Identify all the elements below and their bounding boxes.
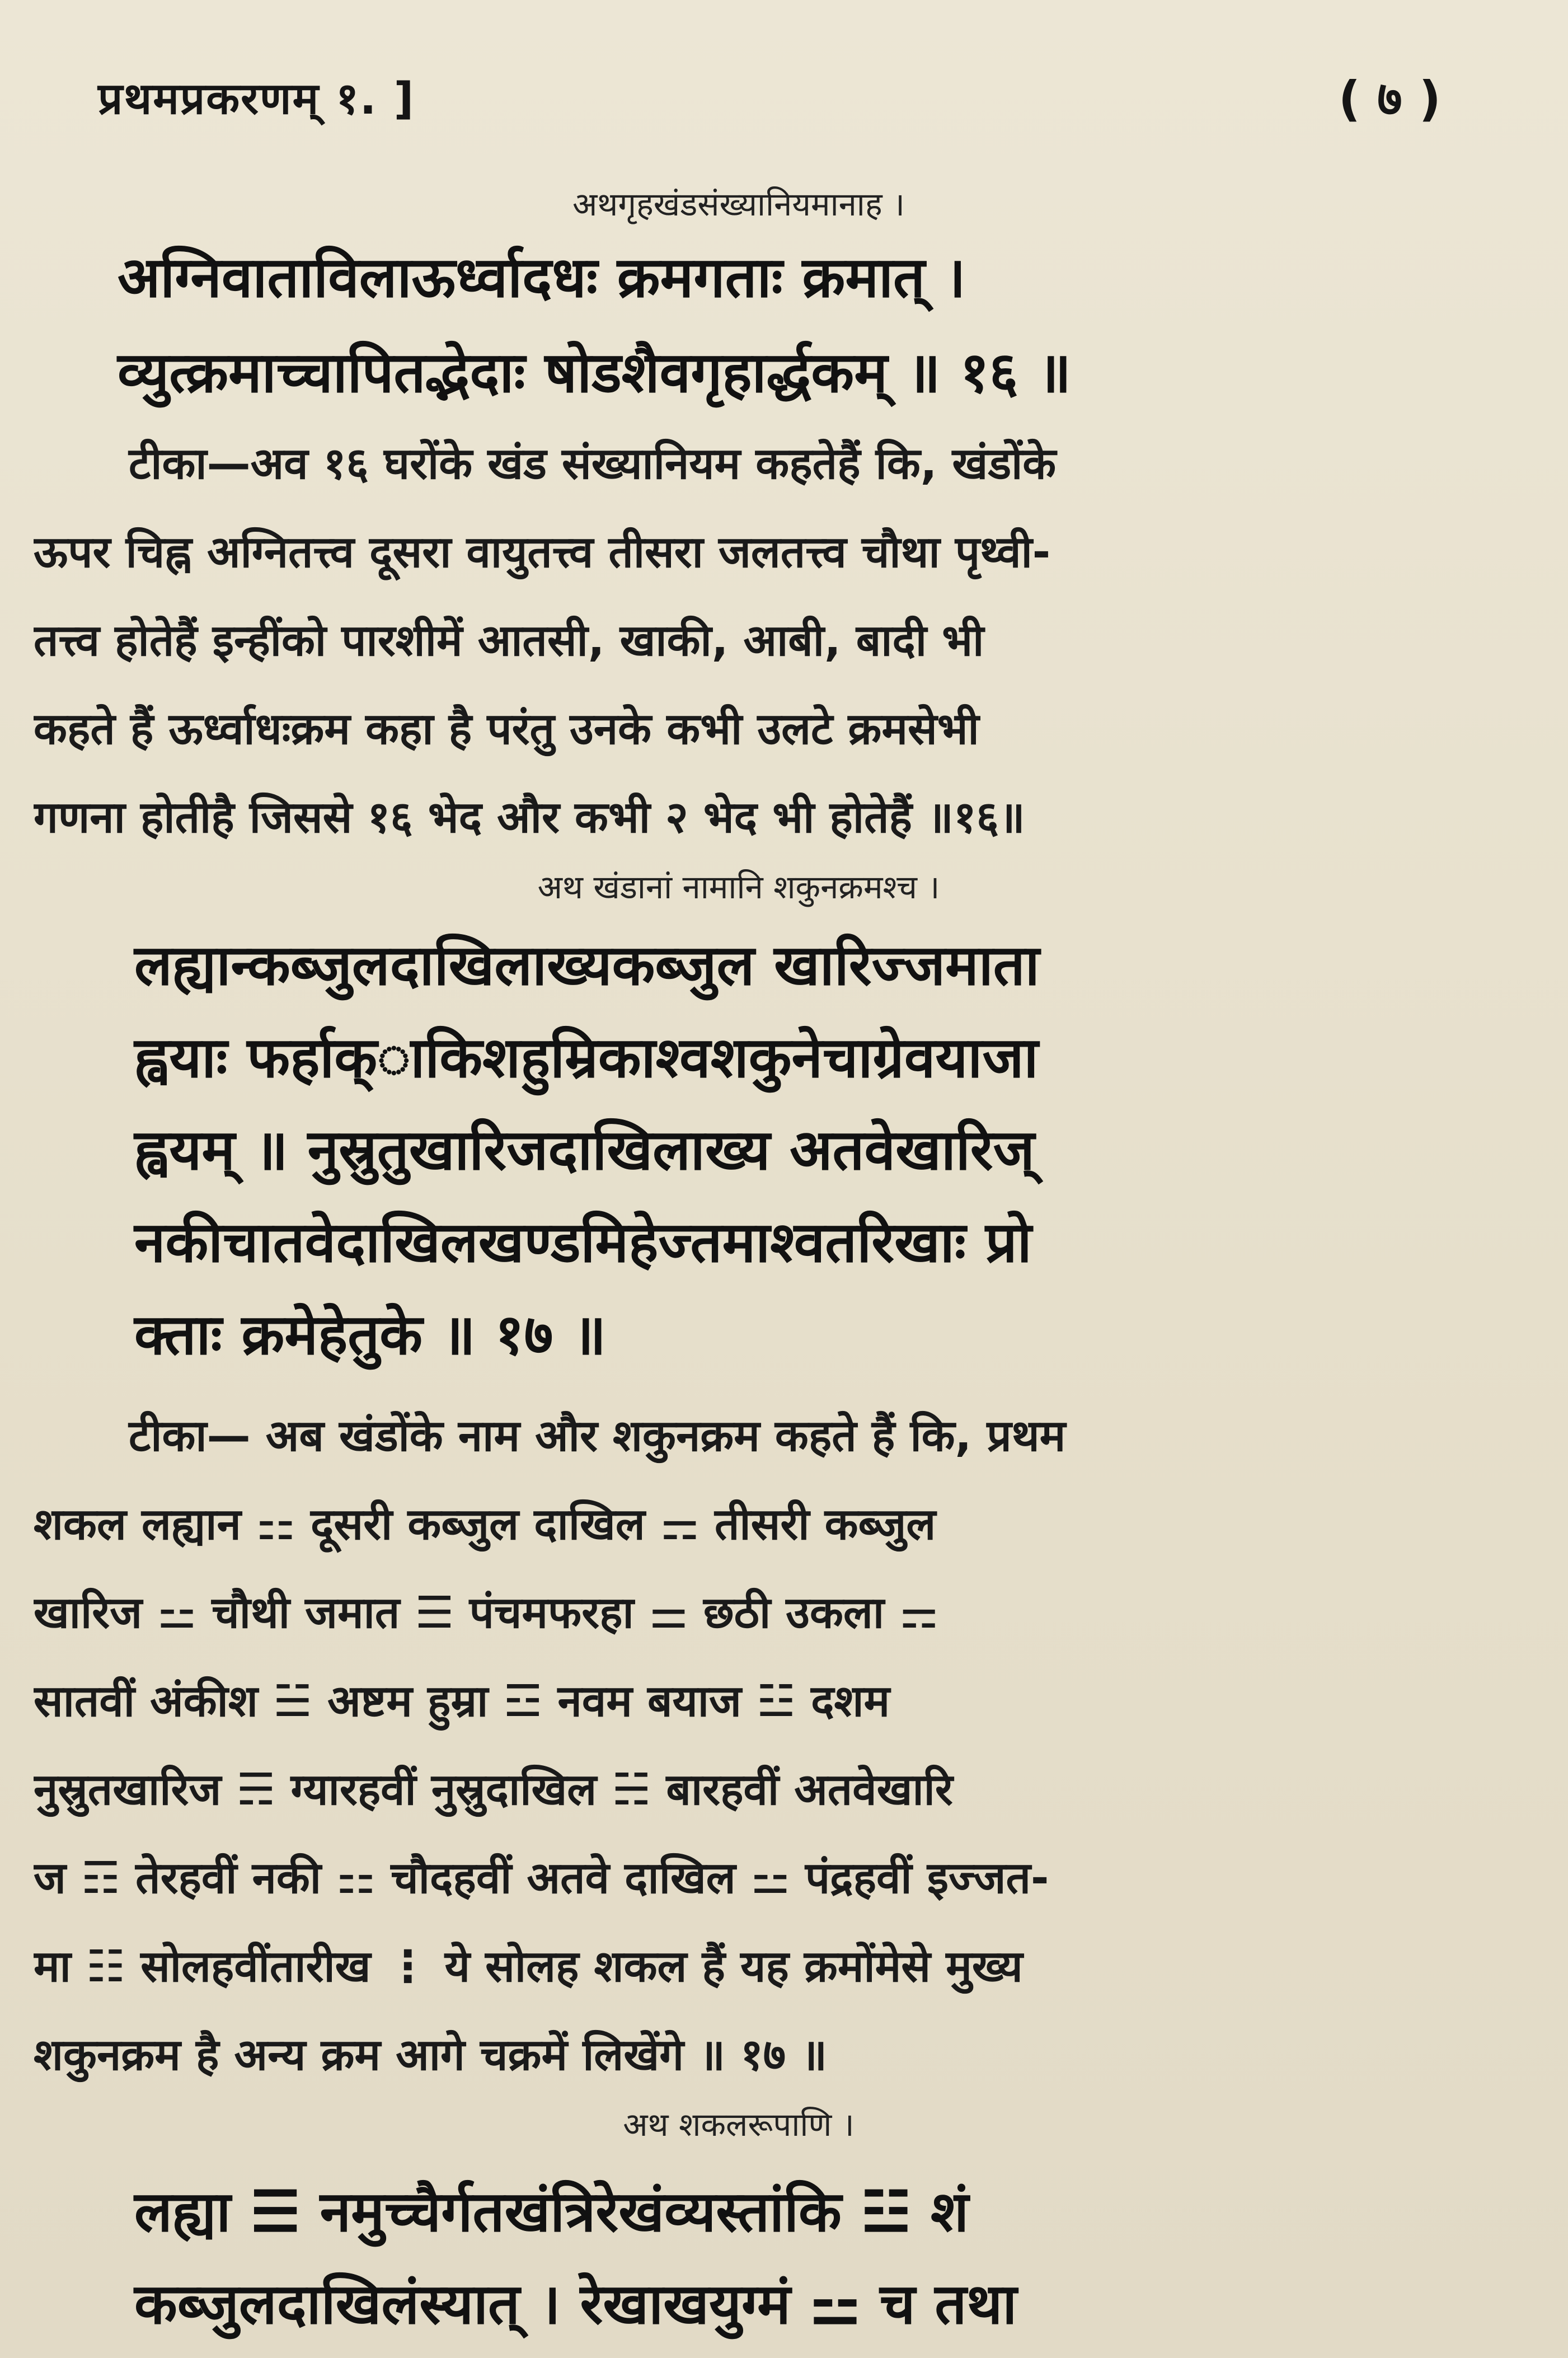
verse-line: लह्या ☰ नमुच्चैर्गतखंत्रिरेखंव्यस्तांकि ☳ शं bbox=[134, 2178, 969, 2244]
section-heading-figure-forms: अथ शकलरूपाणि । bbox=[623, 2106, 855, 2144]
commentary-line: तत्त्व होतेहैं इन्हींको पारशीमें आतसी, खाकी, आबी, बादी भी bbox=[34, 616, 984, 666]
commentary-17 bbox=[34, 1392, 1444, 2099]
commentary-line: कहते हैं ऊर्ध्वाधःक्रम कहा है परंतु उनके कभी उलटे क्रमसेभी bbox=[34, 704, 979, 754]
page-number: ( ७ ) bbox=[1338, 71, 1441, 127]
verse-line: कब्जुलदाखिलंस्यात् । रेखाखयुग्मं ⚍ च तथा bbox=[134, 2271, 1017, 2337]
verse-line: ह्वयम् ॥ नुस्रुतुखारिजदाखिलाख्य अतवेखारिज् bbox=[134, 1117, 1035, 1183]
verse-line: ह्वयाः फर्हाक्ाकिशहुम्रिकाश्वशकुनेचाग्रेवयाजा bbox=[134, 1024, 1039, 1090]
verse-line: व्युत्क्रमाच्चापितद्भेदाः षोडशैवगृहार्द्धकम् ॥ १६ ॥ bbox=[118, 339, 1072, 405]
verse-17 bbox=[34, 919, 1444, 1381]
verse-line: लह्यान्कब्जुलदाखिलाख्यकब्जुल खारिज्जमाता bbox=[134, 932, 1040, 998]
verse-16 bbox=[34, 229, 1444, 420]
chapter-reference: प्रथमप्रकरणम् १. ] bbox=[98, 74, 415, 124]
verse-line: क्ताः क्रमेहेतुके ॥ १७ ॥ bbox=[134, 1301, 607, 1367]
verse-line: अग्निवाताविलाऊर्ध्वादधः क्रमगताः क्रमात् । bbox=[118, 244, 966, 310]
commentary-line: खारिज ⚍ चौथी जमात ☰ पंचमफरहा ⚌ छठी उकला ⚎ bbox=[34, 1588, 939, 1638]
commentary-16 bbox=[34, 420, 1444, 862]
commentary-line: मा ☷ सोलहवींतारीख ⋮ ये सोलह शकल हैं यह क्रमोंमेसे मुख्य bbox=[34, 1942, 1023, 1992]
commentary-line: टीका— अब खंडोंके नाम और शकुनक्रम कहते हैं कि, प्रथम bbox=[129, 1411, 1066, 1461]
verse-figure-forms bbox=[34, 2165, 1444, 2350]
commentary-line: टीका—अव १६ घरोंके खंड संख्यानियम कहतेहैं कि, खंडोंके bbox=[129, 439, 1057, 489]
commentary-line: ज ☶ तेरहवीं नकी ⚏ चौदहवीं अतवे दाखिल ⚍ पंद्रहवीं इज्जत- bbox=[34, 1853, 1049, 1904]
commentary-line: सातवीं अंकीश ☱ अष्टम हुम्रा ☲ नवम बयाज ☳ दशम bbox=[34, 1676, 890, 1727]
commentary-line: गणना होतीहै जिससे १६ भेद और कभी २ भेद भी होतेहैं ॥१६॥ bbox=[34, 793, 1025, 843]
section-heading-division-names: अथ खंडानां नामानि शकुनक्रमश्च । bbox=[537, 868, 940, 906]
running-header bbox=[98, 67, 1441, 134]
verse-line: नकीचातवेदाखिलखण्डमिहेज्तमाश्वतरिखाः प्रो bbox=[134, 1209, 1032, 1275]
commentary-line: शकल लह्यान ⚏ दूसरी कब्जुल दाखिल ⚎ तीसरी कब्जुल bbox=[34, 1499, 936, 1550]
commentary-line: शकुनक्रम है अन्य क्रम आगे चक्रमें लिखेंगे ॥ १७ ॥ bbox=[34, 2030, 828, 2080]
commentary-line: ऊपर चिह्न अग्नितत्त्व दूसरा वायुतत्त्व तीसरा जलतत्त्व चौथा पृथ्वी- bbox=[34, 527, 1051, 578]
page-body bbox=[34, 179, 1444, 2337]
commentary-line: नुस्रुतखारिज ☴ ग्यारहवीं नुस्रुदाखिल ☵ बारहवीं अतवेखारि bbox=[34, 1765, 953, 1815]
section-heading-house-divisions: अथगृहखंडसंख्यानियमानाह । bbox=[572, 185, 905, 223]
